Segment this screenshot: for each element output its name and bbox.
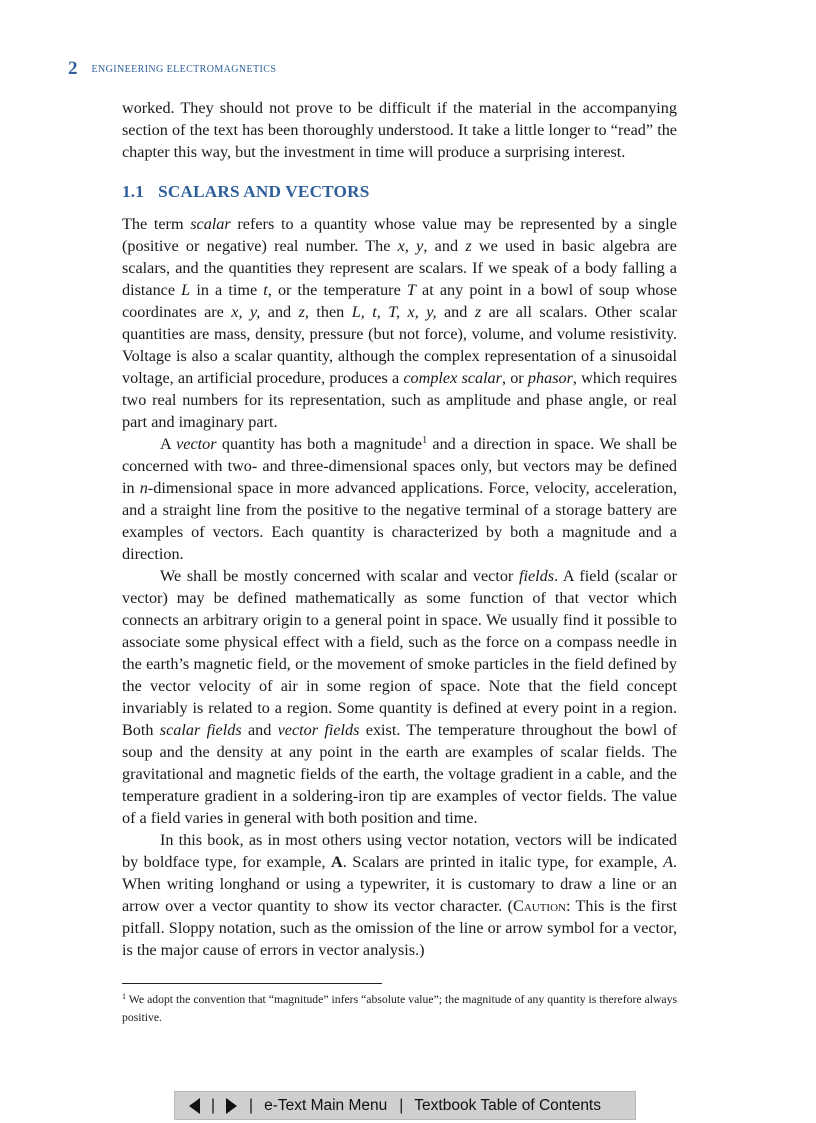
footnote-rule bbox=[122, 983, 382, 984]
paragraph-vector: A vector quantity has both a magnitude$^1$ and a direction in space. We shall be concerned with two- and three-dimensional spaces only, but vectors may be defined in n-dimensional space in more advanced applications. Force, velocity, acceleration, and a straight line from the positive to the negative terminal of a storage battery are examples of vectors. Each quantity is characterized by both a magnitude and a direction. bbox=[122, 435, 678, 563]
nav-separator: | bbox=[211, 1096, 216, 1114]
section-heading bbox=[122, 181, 677, 203]
previous-page-arrow-icon[interactable] bbox=[189, 1098, 200, 1114]
page-body bbox=[122, 97, 677, 1027]
intro-paragraph: worked. They should not prove to be difficult if the material in the accompanying section of the text has been thoroughly understood. It take a little longer to “read” the chapter this way, but the investment in time will produce a surprising interest. bbox=[122, 99, 677, 161]
running-title: ENGINEERING ELECTROMAGNETICS bbox=[91, 64, 277, 75]
footnote: $^1$ We adopt the convention that “magnitude” infers “absolute value”; the magnitude of any quantity is therefore always positive. bbox=[122, 992, 677, 1024]
next-page-arrow-icon[interactable] bbox=[226, 1098, 237, 1114]
paragraph-notation: In this book, as in most others using vector notation, vectors will be indicated by boldface type, for example, A. Scalars are printed in italic type, for example, A. When writing longhand or using a typewriter, it is customary to draw a line or an arrow over a vector quantity to show its vector character. (Caution: This is the first pitfall. Sloppy notation, such as the omission of the line or arrow symbol for a vector, is the major cause of errors in vector analysis.) bbox=[122, 831, 678, 959]
footnote-number: 1 bbox=[122, 992, 126, 1001]
nav-separator: | bbox=[249, 1096, 254, 1114]
section-title: SCALARS AND VECTORS bbox=[158, 182, 370, 201]
running-head bbox=[68, 58, 276, 80]
paragraph-scalar: The term scalar refers to a quantity whose value may be represented by a single (positive or negative) real number. The x, y, and z we used in basic algebra are scalars, and the quantities they represent are scalars. If we speak of a body falling a distance L in a time t, or the temperature T at any point in a bowl of soup whose coordinates are x, y, and z, then L, t, T, x, y, and z are all scalars. Other scalar quantities are mass, density, pressure (but not force), volume, and volume resistivity. Voltage is also a scalar quantity, although the complex representation of a sinusoidal voltage, an artificial procedure, produces a complex scalar, or phasor, which requires two real numbers for its representation, such as amplitude and phase angle, or real part and imaginary part. bbox=[122, 215, 678, 431]
etext-nav-bar bbox=[174, 1091, 636, 1120]
paragraph-fields: We shall be mostly concerned with scalar and vector fields. A field (scalar or vector) may be defined mathematically as some function of that vector which connects an arbitrary origin to a general point in space. We usually find it possible to associate some physical effect with a field, such as the force on a compass needle in the earth’s magnetic field, or the movement of smoke particles in the field defined by the vector velocity of air in some region of space. Note that the field concept invariably is related to a region. Some quantity is defined at every point in a region. Both scalar fields and vector fields exist. The temperature throughout the bowl of soup and the density at any point in the earth are examples of scalar fields. The gravitational and magnetic fields of the earth, the voltage gradient in a cable, and the temperature gradient in a soldering-iron tip are examples of vector fields. The value of a field varies in general with both position and time. bbox=[122, 567, 678, 827]
footnote-marker: 1 bbox=[422, 435, 428, 446]
etext-main-menu-link[interactable]: e-Text Main Menu bbox=[264, 1096, 388, 1114]
page-number: 2 bbox=[68, 58, 78, 79]
table-of-contents-link[interactable]: Textbook Table of Contents bbox=[414, 1096, 601, 1114]
section-number: 1.1 bbox=[122, 182, 145, 201]
nav-separator: | bbox=[399, 1096, 404, 1114]
